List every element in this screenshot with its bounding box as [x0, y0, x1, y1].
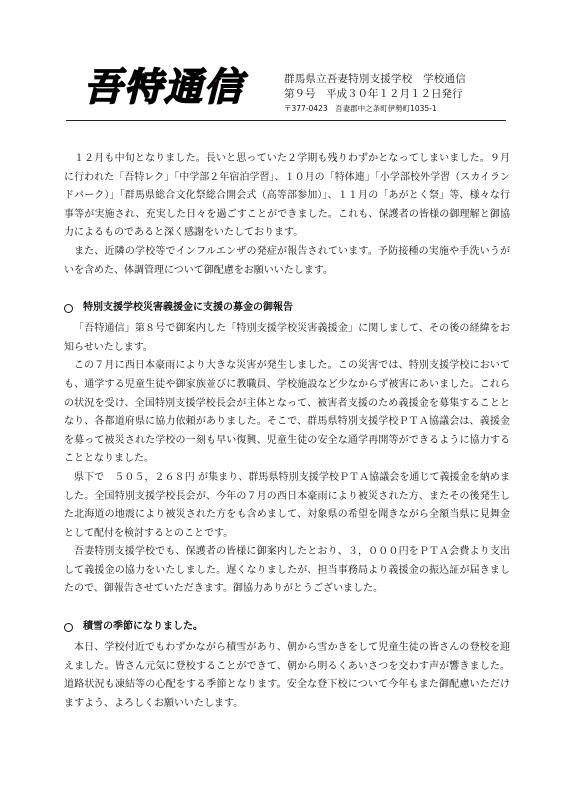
- section-heading-text: 積雪の季節になりました。: [83, 621, 203, 633]
- newsletter-logo: [66, 62, 262, 110]
- logo-graphic: [66, 62, 262, 110]
- logo-text: 吾特通信: [83, 65, 245, 109]
- section-heading-text: 特別支援学校災害義援金に支援の募金の御報告: [83, 302, 293, 314]
- section-heading-snow: [64, 619, 510, 635]
- address-line: 〒377-0423 吾妻郡中之条町伊勢町1035-1: [284, 104, 437, 113]
- circle-bullet-icon: [64, 623, 73, 632]
- section-heading-donation: [64, 300, 510, 316]
- circle-bullet-icon: [64, 304, 73, 313]
- section-paragraph: 県下で ５０５，２６８円 が集まり、群馬県特別支援学校ＰＴＡ協議会を通じて義援金を納めました。全国特別支援学校長会が、今年の７月の西日本豪雨により被災された方、またその後発生した北海道の地震により被災された方をも含めまして、対象県の希望を聞きながら全額当県に見舞金として配付を検討するとのことです。: [64, 471, 510, 539]
- section-paragraph: この７月に西日本豪雨により大きな災害が発生しました。この災害では、特別支援学校においても、通学する児童生徒や御家族並びに教職員、学校施設など少なからず被害にあいました。これらの状況を受け、全国特別支援学校長会が主体となって、被害者支援のため義援金を募集することとなり、各都道府県に協力依頼がありました。そこで、群馬県特別支援学校ＰＴＡ協議会は、義援金を募って被災された学校の一刻も早い復興、児童生徒の安全な通学再開等ができるように協力することとなりました。: [64, 360, 510, 465]
- issue-date-line: 第９号 平成３０年１２月１２日発行: [284, 88, 463, 100]
- newsletter-body: [64, 150, 510, 713]
- intro-paragraph: また、近隣の学校等でインフルエンザの発症が報告されています。予防接種の実施や手洗いうがいを含めた、体調管理について御配慮をお願いいたします。: [64, 245, 510, 276]
- header-divider: [66, 120, 506, 121]
- school-name-line: 群馬県立吾妻特別支援学校 学校通信: [284, 73, 466, 85]
- section-paragraph: 吾妻特別支援学校でも、保護者の皆様に御案内したとおり、３，０００円をＰＴＡ会費より支出して義援金の協力をいたしました。遅くなりましたが、担当事務局より義援金の振込証が届きましたので、御報告させていただきます。御協力ありがとうございました。: [64, 546, 510, 595]
- intro-paragraph: １２月も中旬となりました。長いと思っていた２学期も残りわずかとなってしまいました。９月に行われた「吾特レク」「中学部２年宿泊学習」、１０月の「特体連」「小学部校外学習（スカイランドパーク）」「群馬県総合文化祭総合開会式（高等部参加）」、１１月の「あがとく祭」等、様々な行事等が実施され、充実した日々を過ごすことができました。これも、保護者の皆様の御理解と御協力によるものであると深く感謝をいたしております。: [64, 153, 510, 239]
- school-info: [284, 72, 524, 115]
- section-paragraph: 「吾特通信」第８号で御案内した「特別支援学校災害義援金」に関しまして、その後の経緯をお知らせいたします。: [64, 323, 510, 353]
- section-paragraph: 本日、学校付近でもわずかながら積雪があり、朝から雪かきをして児童生徒の皆さんの登校を迎えました。皆さん元気に登校することができて、朝から明るくあいさつを交わす声が響きました。道路状況も凍結等の心配をする季節となります。安全な登下校について今年もまた御配慮いただけますよう、よろしくお願いいたします。: [64, 642, 510, 709]
- newsletter-header: [66, 62, 506, 124]
